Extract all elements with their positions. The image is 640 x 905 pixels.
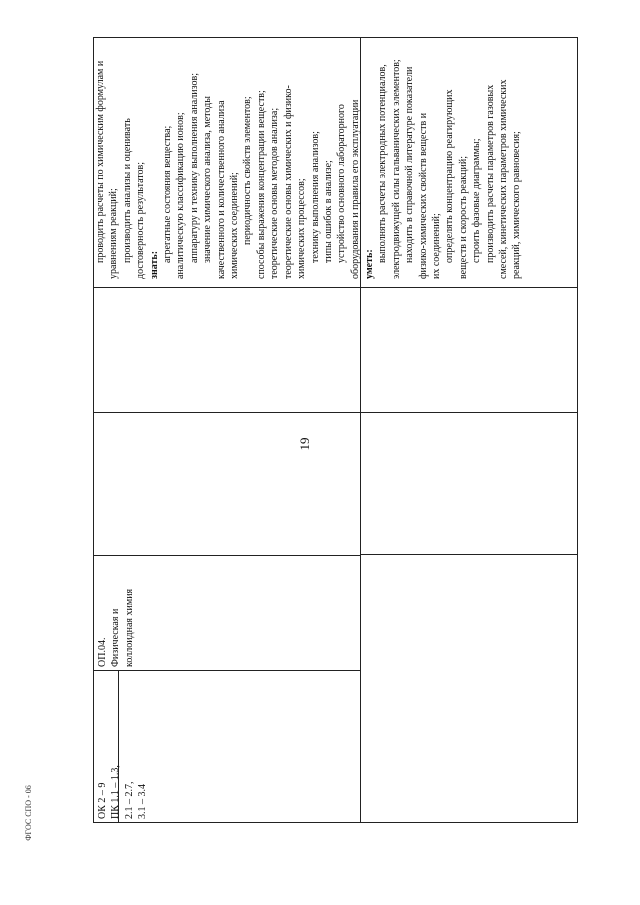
rotated-table-content [93,37,578,823]
page-number: 19 [297,437,312,451]
table-row-lower [361,37,578,823]
column-divider [93,555,360,556]
discipline-cell: ОП.04. Физическая и коллоидная химия [97,588,135,667]
column-divider [93,670,360,671]
column-divider [93,287,360,288]
lower-requirements-cell: уметь: выполнять расчеты электродных потенциалов, электродвижущей силы гальванических элементов; находить в справочной литературе показатели физико-химических свойств веществ и их соединений; определять концентрацию реагирующих веществ и скорость реакций; строить фазовые диаграммы; производить расчеты параметров газовых смесей, кинетических параметров химических реакций, химического равновесия; [364,59,523,279]
column-divider [361,412,578,413]
column-divider [361,287,578,288]
footer-standard-code: ФГОС СПО - 06 [24,785,33,841]
column-divider [361,554,578,555]
column-divider [93,412,360,413]
competencies-cell: ОК 2 – 9 ПК 1.1 – 1.3, 2.1 – 2.7, 3.1 – 3.4 [97,765,149,819]
upper-requirements-cell: проводить расчеты по химическим формулам и уравнениям реакций; производить анализы и оценивать достоверность результатов; знать: агрегатные состояния вещества; аналитическую классификацию ионов; аппаратуру и технику выполнения анализов; значение химического анализа, методы качественного и количественного анализа химических соединений; периодичность свойств элементов; способы выражения концентрации веществ; теоретические основы методов анализа; теоретические основы химических и физико- химических процессов; технику выполнения анализов; типы ошибок в анализе; устройство основного лабораторного оборудования и правила его эксплуатации [95,60,361,279]
table-row-upper [93,37,361,823]
